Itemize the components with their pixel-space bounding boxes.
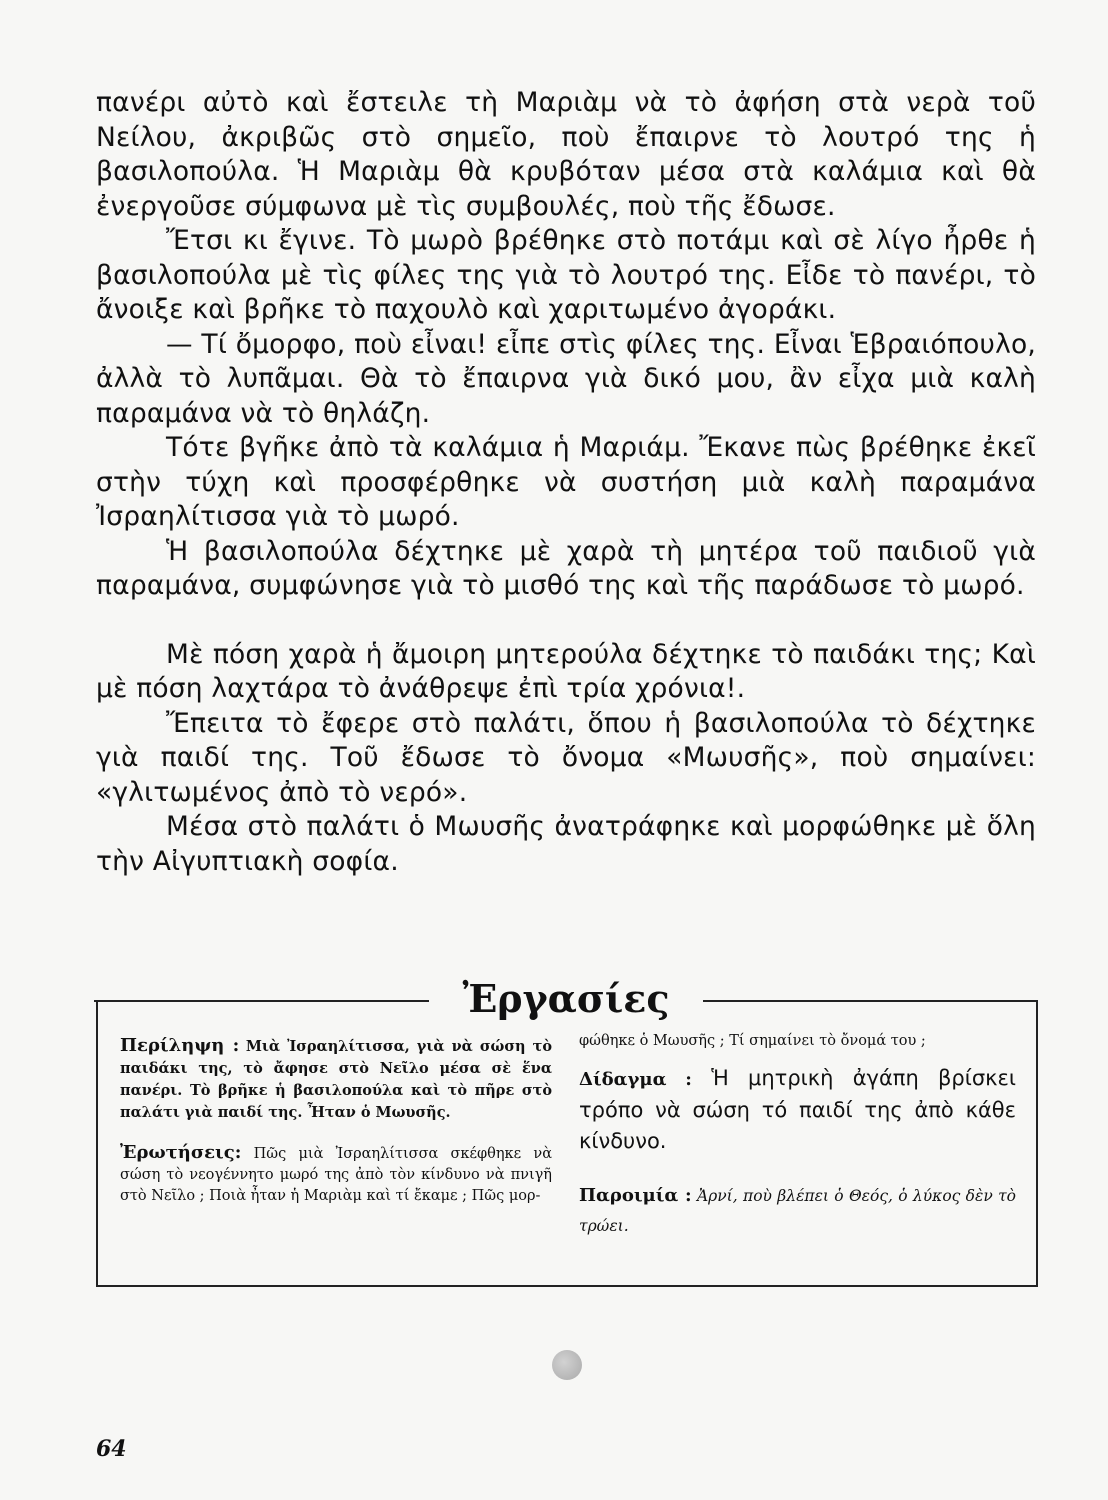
story-paragraph: Ἔπειτα τὸ ἔφερε στὸ παλάτι, ὅπου ἡ βασιλοπούλα τὸ δέχτηκε γιὰ παιδί της. Τοῦ ἔδωσε τὸ ὄνομα «Μωυσῆς», ποὺ σημαίνει: «γλιτωμένος ἀπὸ τὸ νερό». [96,707,1036,808]
exercises-left-column [120,1035,552,1225]
questions-continuation: φώθηκε ὁ Μωυσῆς ; Τί σημαίνει τὸ ὄνομά του ; [579,1033,926,1049]
summary-text: Μιὰ Ἰσραηλίτισσα, γιὰ νὰ σώση τὸ παιδάκι της, τὸ ἄφησε στὸ Νεῖλο μέσα σὲ ἕνα πανέρι. Τὸ βρῆκε ἡ βασιλοπούλα καὶ τὸ πῆρε στὸ παλάτι γιὰ παιδί της. Ἦταν ὁ Μωυσῆς. [120,1038,552,1121]
exercises-title: Ἐργασίες [462,976,670,1021]
story-text [96,86,1036,879]
story-paragraph: — Τί ὄμορφο, ποὺ εἶναι! εἶπε στὶς φίλες της. Εἶναι Ἑβραιόπουλο, ἀλλὰ τὸ λυπᾶμαι. Θὰ τὸ ἔπαιρνα γιὰ δικό μου, ἂν εἶχα μιὰ καλὴ παραμάνα νὰ τὸ θηλάζη. [96,328,1036,429]
story-paragraph: Ἔτσι κι ἔγινε. Τὸ μωρὸ βρέθηκε στὸ ποτάμι καὶ σὲ λίγο ἦρθε ἡ βασιλοπούλα μὲ τὶς φίλες της γιὰ τὸ λουτρό της. Εἶδε τὸ πανέρι, τὸ ἄνοιξε καὶ βρῆκε τὸ παχουλὸ καὶ χαριτωμένο ἀγοράκι. [96,225,1036,325]
proverb-label: Παροιμία : [579,1185,692,1206]
proverb-text: Ἀρνί, ποὺ βλέπει ὁ Θεός, ὁ λύκος δὲν τὸ τρώει. [579,1187,1016,1235]
page-number: 64 [96,1436,127,1462]
summary-label: Περίληψη : [120,1035,240,1056]
exercises-box [96,1001,1038,1287]
story-paragraph: πανέρι αὐτὸ καὶ ἔστειλε τὴ Μαριὰμ νὰ τὸ ἀφήση στὰ νερὰ τοῦ Νείλου, ἀκριβῶς στὸ σημεῖο, ποὺ ἔπαιρνε τὸ λουτρό της ἡ βασιλοπούλα. Ἡ Μαριὰμ θὰ κρυβόταν μέσα στὰ καλάμια καὶ θὰ ἐνεργοῦσε σύμφωνα μὲ τὶς συμβουλές, ποὺ τῆς ἔδωσε. [96,87,1036,222]
story-paragraph: Ἡ βασιλοπούλα δέχτηκε μὲ χαρὰ τὴ μητέρα τοῦ παιδιοῦ γιὰ παραμάνα, συμφώνησε γιὰ τὸ μισθό της καὶ τῆς παράδωσε τὸ μωρό. [96,535,1036,601]
lesson-text: Ἡ μητρικὴ ἀγάπη βρίσκει τρόπο νὰ σώση τό παιδί της ἀπὸ κάθε κίνδυνο. [579,1066,1016,1153]
story-paragraph: Μὲ πόση χαρὰ ἡ ἄμοιρη μητερούλα δέχτηκε τὸ παιδάκι της; Καὶ μὲ πόση λαχτάρα τὸ ἀνάθρεψε ἐπὶ τρία χρόνια!. [96,638,1036,704]
story-paragraph: Τότε βγῆκε ἀπὸ τὰ καλάμια ἡ Μαριάμ. Ἔκανε πὼς βρέθηκε ἐκεῖ στὴν τύχη καὶ προσφέρθηκε νὰ συστήση μιὰ καλὴ παραμάνα Ἰσραηλίτισσα γιὰ τὸ μωρό. [96,432,1036,532]
questions-label: Ἐρωτήσεις: [120,1142,242,1163]
exercises-right-column [579,1031,1016,1241]
ink-spot [552,1350,582,1380]
proverb-block [579,1181,1016,1241]
questions-block [120,1142,552,1207]
story-paragraph: Μέσα στὸ παλάτι ὁ Μωυσῆς ἀνατράφηκε καὶ μορφώθηκε μὲ ὅλη τὴν Αἰγυπτιακὴ σοφία. [96,811,1036,877]
questions-text: Πῶς μιὰ Ἰσραηλίτισσα σκέφθηκε νὰ σώση τὸ νεογέννητο μωρό της ἀπὸ τὸν κίνδυνο νὰ πνιγῆ στὸ Νεῖλο ; Ποιὰ ἦταν ἡ Μαριὰμ καὶ τί ἔκαμε ; Πῶς μορ- [120,1146,553,1204]
summary-block [120,1035,552,1124]
lesson-label: Δίδαγμα : [579,1069,692,1090]
lesson-block [579,1063,1016,1157]
